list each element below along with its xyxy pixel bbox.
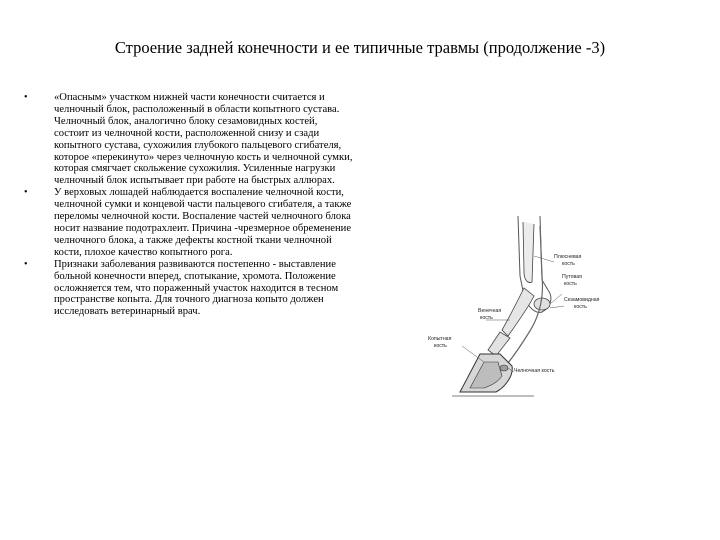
leader-metatarsal	[534, 256, 554, 262]
slide-title: Строение задней конечности и ее типичные травмы (продолжение -3)	[114, 38, 606, 57]
bullet-text: У верховых лошадей наблюдается воспаление челночной кости, челночной сумки и концевой части пальцевого сгибателя, а также переломы челночной кости. Воспаление частей челночного блока носит название подотрахлеит. Причина -чрезмерное обременение челночного блока, а также дефекты костной ткани челночной кости, плохое качество копытного рога.	[54, 187, 352, 258]
coronary-bone	[488, 332, 510, 356]
label-metatarsal-line2: кость	[562, 261, 575, 267]
bullet-text: «Опасным» участком нижней части конечности считается и челночный блок, расположенный в области копытного сустава. Челночный блок, аналогично блоку сезамовидных костей, состоит из челночной кости, расположенной снизу и сзади копытного сустава, сухожилия глубокого пальцевого сгибателя, которое «перекинуто» через челночную кость и челночной сумки, которая смягчает скольжение сухожилия. Усиленные нагрузки челночный блок испытывает при работе на быстрых аллюрах.	[54, 92, 353, 187]
bullet-marker: •	[24, 187, 28, 199]
bullet-item-inflammation	[24, 187, 354, 258]
leader-sesamoid	[550, 294, 562, 304]
label-coronary-line1: Венечная	[478, 308, 502, 314]
metatarsal-bone	[523, 222, 534, 283]
bullet-item-shuttle-block	[24, 92, 354, 187]
label-coronary-line2: кость	[480, 315, 493, 321]
bullet-list	[24, 92, 354, 318]
label-coffin-line2: кость	[434, 343, 447, 349]
label-sesamoid-line1: Путовая	[562, 274, 582, 280]
label-sesamoid-block-line1: Сезамовидная	[564, 297, 600, 303]
hind-limb-anatomy-figure	[424, 216, 616, 412]
pastern-bone	[502, 288, 534, 336]
leader-sesamoid-block	[550, 306, 564, 308]
bullet-item-symptoms	[24, 259, 354, 319]
label-coffin-line1: Копытная	[428, 336, 452, 342]
bullet-marker: •	[24, 258, 28, 270]
label-sesamoid-line2: кость	[564, 281, 577, 287]
navicular-bone	[500, 365, 508, 371]
label-metatarsal-line1: Плюсневая	[554, 254, 582, 260]
label-sesamoid-block-line2: кость	[574, 304, 587, 310]
label-navicular: Челночная кость	[514, 368, 555, 374]
bullet-marker: •	[24, 92, 28, 103]
limb-diagram	[424, 216, 616, 412]
bullet-text: Признаки заболевания развиваются постепенно - выставление больной конечности вперед, спотыкание, хромота. Положение осложняется тем, что пораженный участок находится в тесном пространстве копыта. Для точного диагноза копыто должен исследовать ветеринарный врач.	[54, 258, 339, 318]
